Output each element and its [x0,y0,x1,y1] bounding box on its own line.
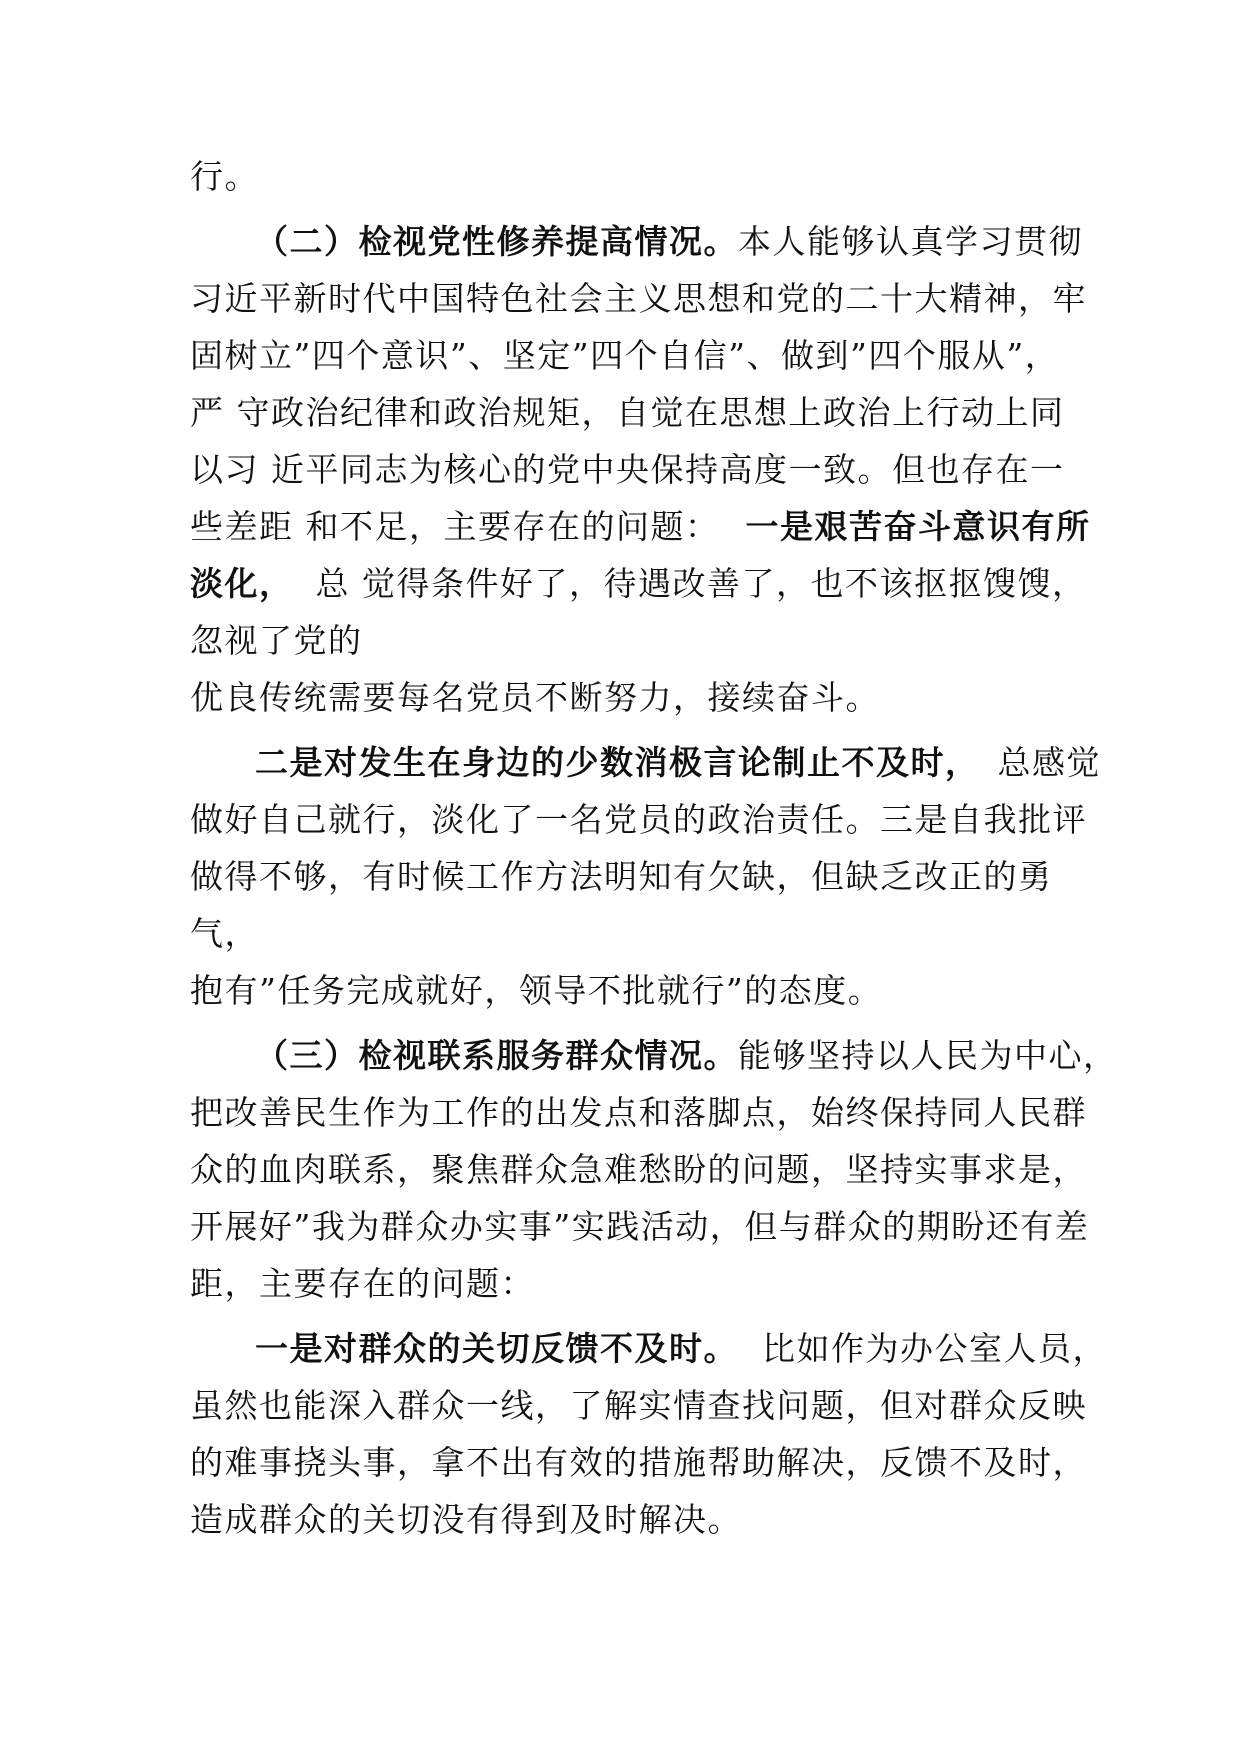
text-run: 能够坚持以人民为中心， [738,1036,1118,1075]
bold-point: 淡化， [190,564,294,603]
section-heading: （二）检视党性修养提高情况。 [255,222,738,261]
text-line: 的难事挠头事，拿不出有效的措施帮助解决，反馈不及时， [190,1443,1087,1482]
text-run: 本人能够认真学习贯彻 [738,222,1083,261]
paragraph-section-3-heading-line [190,1027,1118,1084]
paragraph-first-line [190,734,1101,791]
text-run: 比如作为办公室人员， [762,1329,1107,1368]
text-run: 总感觉 [997,743,1101,782]
paragraph-section-2-heading-line [190,213,1083,270]
text-run: 些差距 和不足，主要存在的问题： [190,507,720,546]
text-line [190,555,1087,612]
text-line [190,498,1091,555]
paragraph-first-line [190,1320,1107,1377]
text-line: 抱有”任务完成就好，领导不批就行”的态度。 [190,971,883,1010]
document-page [190,148,1118,1548]
text-line: 造成群众的关切没有得到及时解决。 [190,1500,742,1539]
bold-point: 一是艰苦奋斗意识有所 [745,507,1091,546]
text-line: 开展好”我为群众办实事”实践活动，但与群众的期盼还有差 [190,1207,1090,1246]
text-line: 严 守政治纪律和政治规矩，自觉在思想上政治上行动上同 [190,393,1065,432]
text-run: 总 觉得条件好了，待遇改善了，也不该抠抠馊馊， [315,564,1087,603]
text-line: 优良传统需要每名党员不断努力，接续奋斗。 [190,678,880,717]
bold-point: 一是对群众的关切反馈不及时。 [255,1329,738,1368]
text-line: 气， [190,914,259,953]
text-line: 距，主要存在的问题： [190,1264,535,1303]
text-line: 固树立”四个意识”、坚定”四个自信”、做到”四个服从”， [190,336,1060,375]
section-heading: （三）检视联系服务群众情况。 [255,1036,738,1075]
text-line: 众的血肉联系，聚焦群众急难愁盼的问题，坚持实事求是， [190,1150,1087,1189]
text-line: 忽视了党的 [190,621,363,660]
bold-point: 二是对发生在身边的少数消极言论制止不及时， [255,743,980,782]
text-line: 做得不够，有时候工作方法明知有欠缺，但缺乏改正的勇 [190,857,1053,896]
text-line: 把改善民生作为工作的出发点和落脚点，始终保持同人民群 [190,1093,1087,1132]
text-line: 做好自己就行，淡化了一名党员的政治责任。三是自我批评 [190,800,1087,839]
text-line: 行。 [190,157,259,196]
text-line: 虽然也能深入群众一线，了解实情查找问题，但对群众反映 [190,1386,1087,1425]
text-line: 习近平新时代中国特色社会主义思想和党的二十大精神，牢 [190,279,1087,318]
text-line: 以习 近平同志为核心的党中央保持高度一致。但也存在一 [190,450,1065,489]
